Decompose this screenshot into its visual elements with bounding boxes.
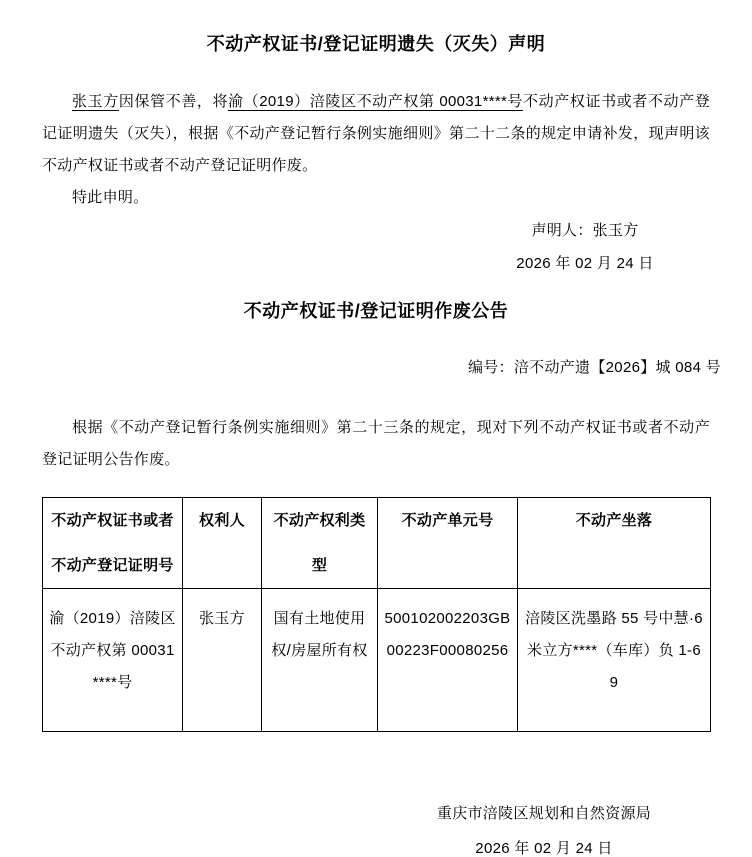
- declaration-paragraph: [42, 86, 710, 182]
- col-header-location: [518, 498, 711, 589]
- notice-date: 2026 年 02 月 24 日: [475, 840, 613, 857]
- declaration-text-rest: 不动产权证书或者不动产登记证明遗失（灭失），根据《不动产登记暂行条例实施细则》第二十二条的规定申请补发，现声明该不动产权证书或者不动产登记证明作废。: [42, 93, 710, 174]
- declaration-date: 2026 年 02 月 24 日: [516, 255, 654, 272]
- col-header-right-type: [262, 498, 378, 589]
- col-header-certificate-number-line2: 不动产登记证明号: [51, 557, 174, 574]
- cell-certificate-number: 渝（2019）涪陵区不动产权第 00031****号: [43, 589, 183, 732]
- cell-right-holder: 张玉方: [183, 589, 262, 732]
- notice-paragraph: 根据《不动产登记暂行条例实施细则》第二十三条的规定，现对下列不动产权证书或者不动产登记证明公告作废。: [42, 419, 710, 468]
- voided-certificates-table: [42, 497, 711, 732]
- notice-signature-block: [394, 796, 694, 857]
- cell-unit-number: 500102002203GB00223F00080256: [378, 589, 518, 732]
- declaration-text-mid: 因保管不善，将: [118, 93, 229, 110]
- certificate-number-underlined: 渝（2019）涪陵区不动产权第 00031****号: [228, 93, 524, 110]
- declarant-name-underlined: 张玉方: [72, 93, 119, 110]
- col-header-right-holder: [183, 498, 262, 589]
- declaration-closing: 特此申明。: [72, 189, 149, 206]
- declaration-signature-block: [465, 214, 705, 280]
- cell-right-type: 国有土地使用权/房屋所有权: [262, 589, 378, 732]
- col-header-unit-number-label: 不动产单元号: [401, 512, 494, 529]
- col-header-certificate-number-line1: 不动产权证书或者: [51, 512, 174, 529]
- table-row: [43, 589, 711, 732]
- col-header-certificate-number: [43, 498, 183, 589]
- declaration-title: 不动产权证书/登记证明遗失（灭失）声明: [206, 34, 546, 54]
- col-header-location-label: 不动产坐落: [575, 512, 653, 529]
- col-header-unit-number: [378, 498, 518, 589]
- notice-reference-number: 编号：涪不动产遗【2026】城 084 号: [467, 359, 721, 376]
- declarant-signature-line: 声明人：张玉方: [531, 222, 639, 239]
- notice-title: 不动产权证书/登记证明作废公告: [243, 301, 509, 321]
- col-header-right-type-label: 不动产权利类型: [273, 512, 366, 574]
- col-header-right-holder-label: 权利人: [199, 512, 245, 529]
- issuing-agency: 重庆市涪陵区规划和自然资源局: [436, 805, 652, 822]
- cell-location: 涪陵区洗墨路 55 号中慧·6米立方****（车库）负 1-69: [518, 589, 711, 732]
- table-header-row: [43, 498, 711, 589]
